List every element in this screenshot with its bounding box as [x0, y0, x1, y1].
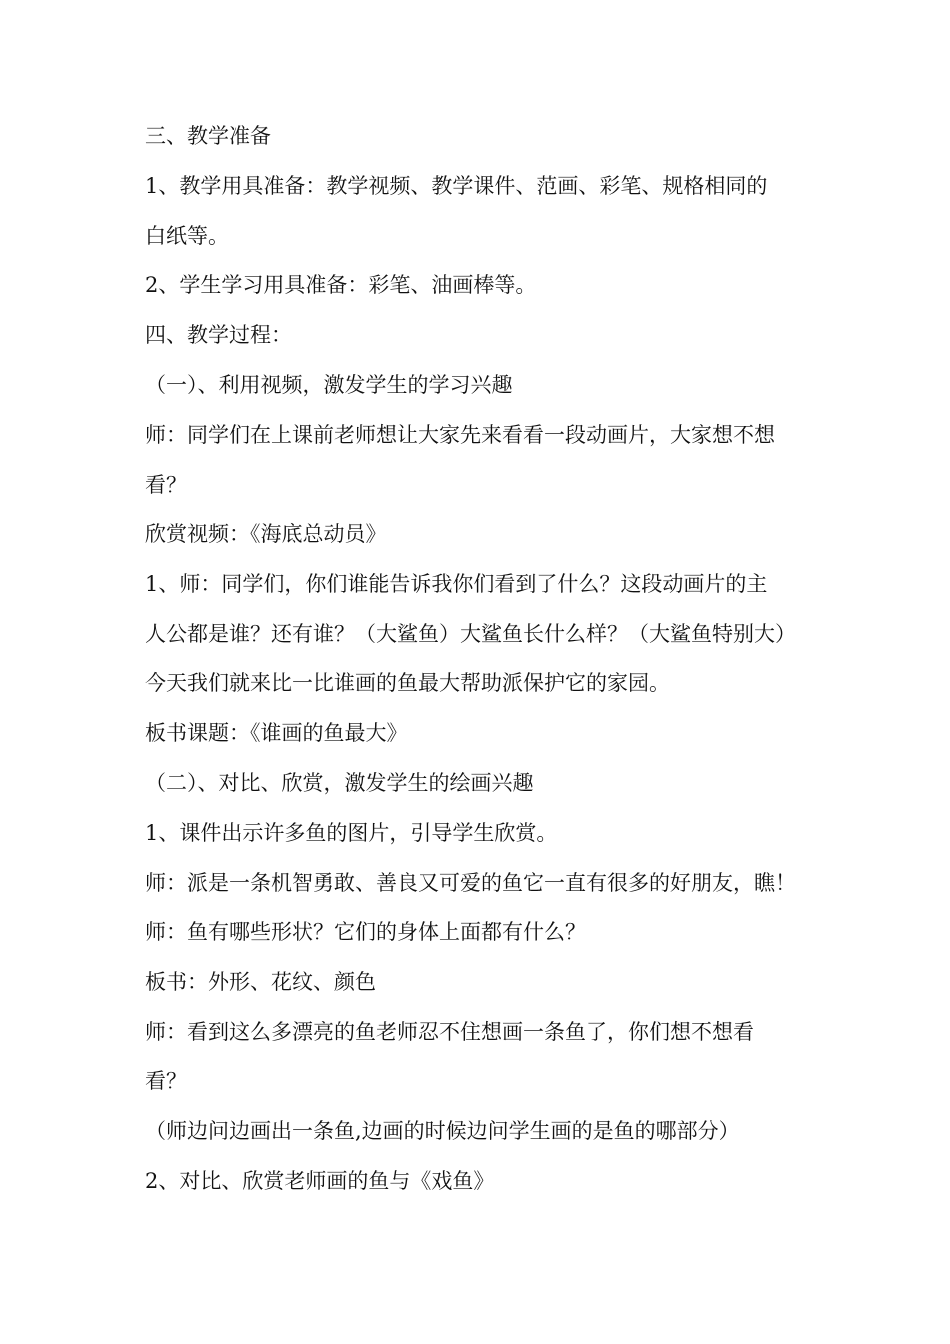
- section-heading-preparation: 三、教学准备: [145, 124, 271, 148]
- paragraph-line: 1、课件出示许多鱼的图片，引导学生欣赏。: [145, 821, 558, 845]
- paragraph-line: 1、教学用具准备：教学视频、教学课件、范画、彩笔、规格相同的: [145, 174, 768, 198]
- paragraph-line: 师：看到这么多漂亮的鱼老师忍不住想画一条鱼了，你们想不想看: [145, 1020, 754, 1044]
- subsection-heading: （二）、对比、欣赏，激发学生的绘画兴趣: [145, 771, 534, 795]
- paragraph-line: 师：同学们在上课前老师想让大家先来看看一段动画片，大家想不想: [145, 423, 775, 447]
- section-heading-process: 四、教学过程：: [145, 323, 292, 347]
- paragraph-line: 人公都是谁？还有谁？（大鲨鱼）大鲨鱼长什么样？（大鲨鱼特别大）: [145, 622, 796, 646]
- paragraph-line: 看？: [145, 473, 187, 497]
- paragraph-line: 板书：外形、花纹、颜色: [145, 970, 376, 994]
- subsection-heading: （一）、利用视频，激发学生的学习兴趣: [145, 373, 513, 397]
- paragraph-line: 看？: [145, 1069, 187, 1093]
- paragraph-line: 师：派是一条机智勇敢、善良又可爱的鱼它一直有很多的好朋友，瞧！: [145, 871, 796, 895]
- paragraph-line: 2、对比、欣赏老师画的鱼与《戏鱼》: [145, 1169, 495, 1193]
- paragraph-line: 板书课题：《谁画的鱼最大》: [145, 721, 408, 745]
- paragraph-line: 2、学生学习用具准备：彩笔、油画棒等。: [145, 273, 537, 297]
- paragraph-line: 今天我们就来比一比谁画的鱼最大帮助派保护它的家园。: [145, 671, 670, 695]
- paragraph-line: 白纸等。: [145, 224, 229, 248]
- paragraph-line: 欣赏视频：《海底总动员》: [145, 522, 387, 546]
- paragraph-line: 1、师：同学们，你们谁能告诉我你们看到了什么？这段动画片的主: [145, 572, 768, 596]
- paragraph-line: 师：鱼有哪些形状？它们的身体上面都有什么？: [145, 920, 586, 944]
- paragraph-line: （师边问边画出一条鱼,边画的时候边问学生画的是鱼的哪部分）: [145, 1119, 740, 1143]
